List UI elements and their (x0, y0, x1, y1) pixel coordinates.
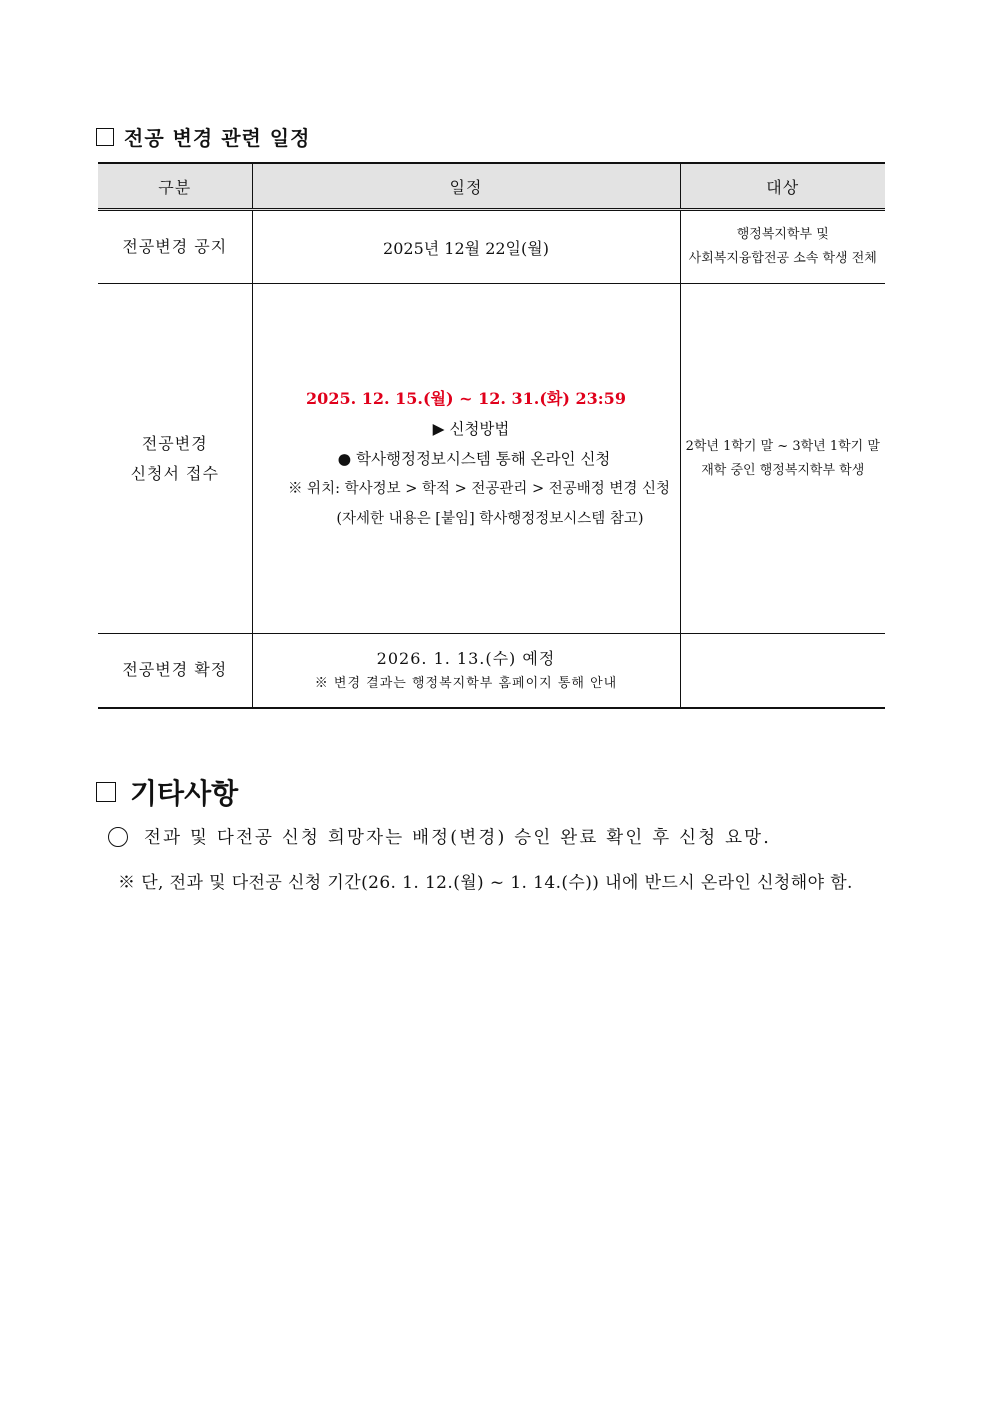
apply-category-line2: 신청서 접수 (130, 463, 219, 483)
table-header-row (98, 163, 885, 210)
apply-period: 2025. 12. 15.(월) ~ 12. 31.(화) 23:59 (306, 388, 626, 408)
etc-item-1 (108, 824, 771, 849)
etc-title-text: 기타사항 (130, 777, 239, 810)
notice-target-line2: 사회복지융합전공 소속 학생 전체 (688, 251, 877, 266)
notice-schedule: 2025년 12월 22일(월) (252, 210, 680, 284)
schedule-title-text: 전공 변경 관련 일정 (124, 126, 311, 150)
table-row-apply (98, 284, 885, 634)
schedule-section-title (96, 122, 310, 151)
circle-bullet-icon (108, 827, 128, 847)
etc-item-1-text: 전과 및 다전공 신청 희망자는 배정(변경) 승인 완료 확인 후 신청 요망. (144, 828, 772, 848)
apply-detail: (자세한 내용은 [붙임] 학사행정정보시스템 참고) (336, 510, 644, 527)
apply-target (680, 284, 885, 634)
apply-method-item: ● 학사행정정보시스템 통해 온라인 신청 (337, 449, 611, 468)
notice-target-line1: 행정복지학부 및 (736, 227, 829, 242)
table-row-notice (98, 210, 885, 284)
schedule-table (98, 162, 885, 709)
apply-category-line1: 전공변경 (141, 433, 208, 453)
etc-item-2: ※ 단, 전과 및 다전공 신청 기간(26. 1. 12.(월) ~ 1. 14.(수)) 내에 반드시 온라인 신청해야 함. (118, 873, 853, 893)
confirm-date: 2026. 1. 13.(수) 예정 (376, 649, 556, 669)
apply-category (98, 284, 252, 634)
apply-target-line2: 재학 중인 행정복지학부 학생 (701, 462, 865, 478)
confirm-schedule (252, 634, 680, 708)
confirm-target (680, 634, 885, 708)
apply-location: ※ 위치: 학사정보 > 학적 > 전공관리 > 전공배정 변경 신청 (287, 480, 671, 497)
header-schedule: 일정 (252, 163, 680, 210)
header-target: 대상 (680, 163, 885, 210)
apply-schedule (252, 284, 680, 634)
notice-category: 전공변경 공지 (98, 210, 252, 284)
checkbox-square-icon (96, 782, 116, 802)
apply-target-line1: 2학년 1학기 말 ~ 3학년 1학기 말 (685, 438, 880, 454)
table-row-confirm (98, 634, 885, 708)
apply-method-title: ▶ 신청방법 (432, 419, 510, 438)
checkbox-square-icon (96, 128, 114, 146)
etc-section-title (96, 772, 238, 812)
header-category: 구분 (98, 163, 252, 210)
confirm-category: 전공변경 확정 (98, 634, 252, 708)
notice-target (680, 210, 885, 284)
confirm-note: ※ 변경 결과는 행정복지학부 홈페이지 통해 안내 (314, 676, 618, 692)
